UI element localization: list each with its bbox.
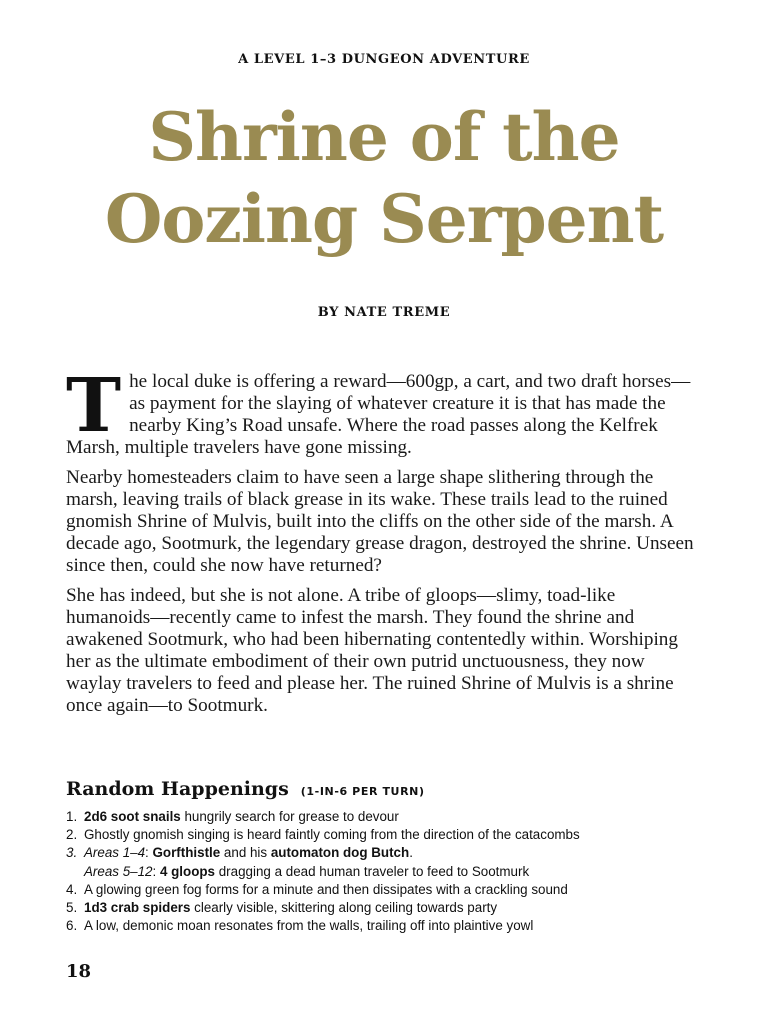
random-happenings-section [66, 778, 706, 935]
happenings-list [66, 808, 706, 935]
list-item [66, 826, 706, 844]
list-item [66, 899, 706, 917]
paragraph-3: She has indeed, but she is not alone. A tribe of gloops—slimy, toad-like humanoids—recently came to infest the marsh. They found the shrine and awakened Sootmurk, who had been hibernating contentedly within. Worshiping her as the ultimate embodiment of their own putrid unctuousness, they now waylay travelers to feed and please her. The ruined Shrine of Mulvis is a shrine once again—to Sootmurk. [66, 585, 678, 716]
list-item-continuation [66, 863, 706, 881]
item-text: A glowing green fog forms for a minute and then dissipates with a crackling sound [84, 881, 568, 897]
area-label: Areas 1–4 [84, 845, 146, 861]
item-rest: clearly visible, skittering along ceiling towards party [190, 900, 498, 916]
item-text: A low, demonic moan resonates from the walls, trailing off into plaintive yowl [84, 918, 534, 934]
item-bold: 2d6 soot snails [84, 809, 181, 824]
intro-paragraph [66, 363, 698, 459]
section-subtitle: (1-IN-6 PER TURN) [300, 785, 425, 798]
area-label: Areas 5–12 [84, 863, 153, 879]
author-byline: BY NATE TREME [317, 305, 451, 320]
item-text: Areas 5–12: 4 gloops dragging a dead human traveler to feed to Sootmurk [84, 863, 530, 879]
title-line-2: Oozing Serpent [104, 180, 664, 258]
item-bold: 1d3 crab spiders [84, 900, 191, 916]
page-number: 18 [66, 961, 92, 982]
item-text: Areas 1–4: Gorfthistle and his automaton dog Butch. [84, 845, 413, 861]
section-header [66, 778, 706, 800]
item-text [84, 899, 706, 917]
item-text: Ghostly gnomish singing is heard faintly coming from the direction of the catacombs [84, 827, 580, 843]
list-item [66, 844, 706, 862]
list-item [66, 881, 706, 899]
item-text [84, 808, 706, 826]
item-number: 5. [66, 900, 78, 916]
item-number: 1. [66, 809, 78, 824]
list-item [66, 917, 706, 935]
section-title: Random Happenings [66, 778, 289, 800]
item-number: 2. [66, 827, 78, 843]
npc-name: Gorfthistle [152, 845, 221, 861]
npc-companion: automaton dog Butch [270, 845, 410, 861]
title-line-1: Shrine of the [148, 98, 620, 176]
item-rest: hungrily search for grease to devour [180, 809, 399, 824]
adventure-title [0, 96, 768, 260]
monster-count: 4 gloops [159, 863, 216, 879]
article-body [66, 363, 698, 725]
adventure-kicker: A LEVEL 1–3 DUNGEON ADVENTURE [238, 52, 530, 67]
item-number: 4. [66, 881, 78, 897]
item-number: 6. [66, 918, 78, 934]
intro-text: he local duke is offering a reward—600gp, a cart, and two draft horses—as payment for the slaying of whatever creature it is that has made the nearby King’s Road unsafe. Where the road passes along the Kelfrek Marsh, multiple travelers have gone missing. [66, 371, 691, 458]
drop-cap: T [66, 363, 122, 449]
paragraph-2: Nearby homesteaders claim to have seen a large shape slithering through the marsh, leaving trails of black grease in its wake. These trails lead to the ruined gnomish Shrine of Mulvis, built into the cliffs on the other side of the marsh. A decade ago, Sootmurk, the legendary grease dragon, destroyed the shrine. Unseen since then, could she now have returned? [66, 467, 694, 576]
item-number: 3. [66, 845, 78, 861]
list-item [66, 808, 706, 826]
